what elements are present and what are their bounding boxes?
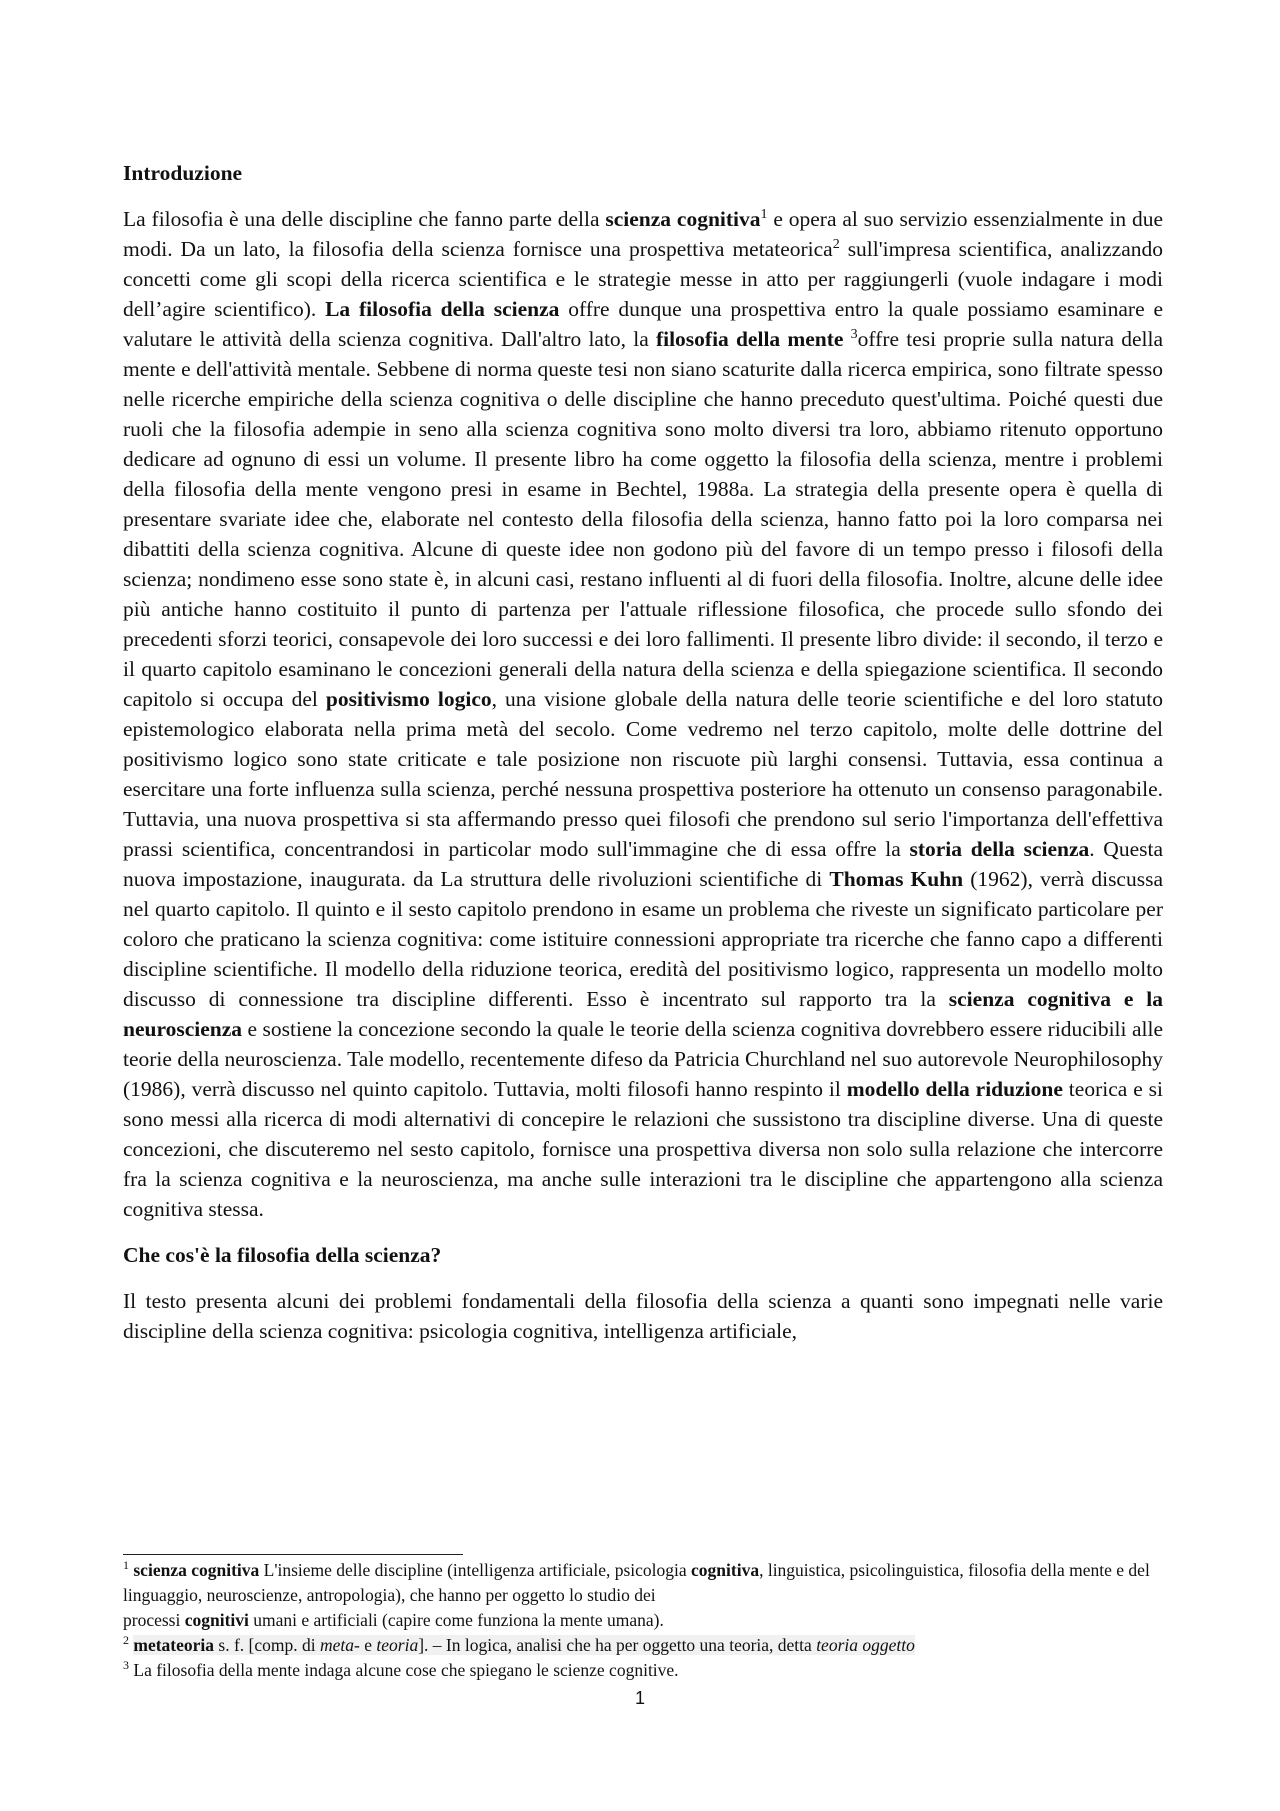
text-run: e xyxy=(359,1635,377,1655)
bold-term-scienza-neuroscienza: scienza cognitiva e la neuroscienza xyxy=(123,987,1163,1041)
text-run: , linguistica, psicolinguistica, filosofia della mente e del linguaggio, neuroscienze, antropologia), che hanno per oggetto lo studio dei xyxy=(123,1560,1150,1605)
page-number: 1 xyxy=(634,1688,645,1708)
text-run: La filosofia della mente indaga alcune cose che spiegano le scienze cognitive. xyxy=(129,1660,679,1680)
text-run: offre tesi proprie sulla natura della mente e dell'attività mentale. Sebbene di norma queste tesi non siano scaturite dalla ricerca empirica, sono filtrate spesso nelle ricerche empiriche della scienza cognitiva o delle discipline che hanno preceduto quest'ultima. Poiché questi due ruoli che la filosofia adempie in seno alla scienza cognitiva sono molto diversi tra loro, abbiamo ritenuto opportuno dedicare ad ognuno di essi un volume. Il presente libro ha come oggetto la filosofia della scienza, mentre i problemi della filosofia della mente vengono presi in esame in Bechtel, 1988a. La strategia della presente opera è quella di presentare svariate idee che, elaborate nel contesto della filosofia della scienza, hanno fatto poi la loro comparsa nei dibattiti della scienza cognitiva. Alcune di queste idee non godono più del favore di un tempo presso i filosofi della scienza; nondimeno esse sono state è, in alcuni casi, restano influenti al di fuori della filosofia. Inoltre, alcune delle idee più antiche hanno costituito il punto di partenza per l'attuale riflessione filosofica, che procede sullo sfondo dei precedenti sforzi teorici, consapevole dei loro successi e dei loro fallimenti. Il presente libro divide: il secondo, il terzo e il quarto capitolo esaminano le concezioni generali della natura della scienza e della spiegazione scientifica. Il secondo capitolo si occupa del xyxy=(123,327,1163,711)
bold-term-storia-scienza: storia della scienza xyxy=(909,837,1090,861)
text-run: s. f. [comp. di xyxy=(214,1635,320,1655)
footnote-3 xyxy=(123,1658,1163,1683)
text-run: , una visione globale della natura delle teorie scientifiche e del loro statuto epistemologico elaborata nella prima metà del secolo. Come vedremo nel terzo capitolo, molte delle dottrine del positivismo logico sono state criticate e tale posizione non riscuote più larghi consensi. Tuttavia, essa continua a esercitare una forte influenza sulla scienza, perché nessuna prospettiva posteriore ha ottenuto un consenso paragonabile. Tuttavia, una nuova prospettiva si sta affermando presso quei filosofi che prendono sul serio l'importanza dell'effettiva prassi scientifica, concentrandosi in particolar modo sull'immagine che di essa offre la xyxy=(123,687,1163,861)
text-run: umani e artificiali (capire come funziona la mente umana). xyxy=(248,1610,664,1630)
text-run: (1962), verrà discussa nel quarto capitolo. Il quinto e il sesto capitolo prendono in esame un problema che riveste un significato particolare per coloro che praticano la scienza cognitiva: come istituire connessioni appropriate tra ricerche che fanno capo a differenti discipline scientifiche. Il modello della riduzione teorica, eredità del positivismo logico, rappresenta un modello molto discusso di connessione tra discipline differenti. Esso è incentrato sul rapporto tra la xyxy=(123,867,1164,1011)
bold-term-positivismo-logico: positivismo logico xyxy=(325,687,492,711)
footnote-2-highlight xyxy=(133,1635,914,1655)
italic-run: meta- xyxy=(320,1635,360,1655)
text-run: ]. – In logica, analisi che ha per oggetto una teoria, detta xyxy=(418,1635,817,1655)
bold-term-modello-riduzione: modello della riduzione xyxy=(846,1077,1063,1101)
text-run: L'insieme delle discipline (intelligenza artificiale, psicologia xyxy=(259,1560,692,1580)
bold-term-filosofia-scienza: La filosofia della scienza xyxy=(325,297,560,321)
italic-run: teoria xyxy=(376,1635,419,1655)
footnote-term: cognitivi xyxy=(184,1610,249,1630)
body-text xyxy=(123,158,1163,1346)
intro-paragraph xyxy=(123,204,1163,1224)
bold-term-filosofia-mente: filosofia della mente xyxy=(655,327,844,351)
footnote-term: metateoria xyxy=(133,1635,215,1655)
footnote-term: scienza cognitiva xyxy=(133,1560,260,1580)
bold-term-scienza-cognitiva: scienza cognitiva xyxy=(605,207,761,231)
heading-filosofia-scienza: Che cos'è la filosofia della scienza? xyxy=(123,1243,442,1267)
footnote-2 xyxy=(123,1633,1163,1658)
footnote-ref-3: 3 xyxy=(850,326,858,342)
section2-paragraph: Il testo presenta alcuni dei problemi fondamentali della filosofia della scienza a quanti sono impegnati nelle varie discipline della scienza cognitiva: psicologia cognitiva, intelligenza artificiale, xyxy=(123,1289,1163,1343)
text-run: . Questa nuova impostazione, inaugurata. da La struttura delle rivoluzioni scientifiche di xyxy=(123,837,1164,891)
footnote-term: cognitiva xyxy=(691,1560,760,1580)
heading-introduzione: Introduzione xyxy=(123,161,243,185)
footnote-number: 1 xyxy=(123,1558,129,1573)
footnote-separator xyxy=(123,1554,463,1555)
text-run: offre dunque una prospettiva entro la quale possiamo esaminare e valutare le attività della scienza cognitiva. Dall'altro lato, la xyxy=(123,297,1163,351)
italic-run: teoria oggetto xyxy=(816,1635,915,1655)
footnote-1 xyxy=(123,1558,1163,1633)
footnotes xyxy=(123,1554,1163,1683)
footnote-ref-1: 1 xyxy=(760,206,768,222)
footnote-number: 2 xyxy=(123,1633,129,1648)
footnote-number: 3 xyxy=(123,1658,129,1673)
text-run: e sostiene la concezione secondo la quale le teorie della scienza cognitiva dovrebbero essere riducibili alle teorie della neuroscienza. Tale modello, recentemente difeso da Patricia Churchland nel suo autorevole Neurophilosophy (1986), verrà discusso nel quinto capitolo. Tuttavia, molti filosofi hanno respinto il xyxy=(123,1017,1163,1101)
text-run: La filosofia è una delle discipline che fanno parte della xyxy=(123,207,606,231)
text-run: sull'impresa scientifica, analizzando concetti come gli scopi della ricerca scientifica e le strategie messe in atto per raggiungerli (vuole indagare i modi dell’agire scientifico). xyxy=(123,237,1163,321)
text-run: processi xyxy=(123,1610,185,1630)
bold-term-thomas-kuhn: Thomas Kuhn xyxy=(829,867,964,891)
text-run: e opera al suo servizio essenzialmente in due modi. Da un lato, la filosofia della scienza fornisce una prospettiva metateorica xyxy=(123,207,1163,261)
text-run: teorica e si sono messi alla ricerca di modi alternativi di concepire le relazioni che sussistono tra discipline diverse. Una di queste concezioni, che discuteremo nel sesto capitolo, fornisce una prospettiva diversa non solo sulla relazione che intercorre fra la scienza cognitiva e la neuroscienza, ma anche sulle interazioni tra le discipline che appartengono alla scienza cognitiva stessa. xyxy=(123,1077,1164,1221)
footnote-ref-2: 2 xyxy=(832,236,840,252)
